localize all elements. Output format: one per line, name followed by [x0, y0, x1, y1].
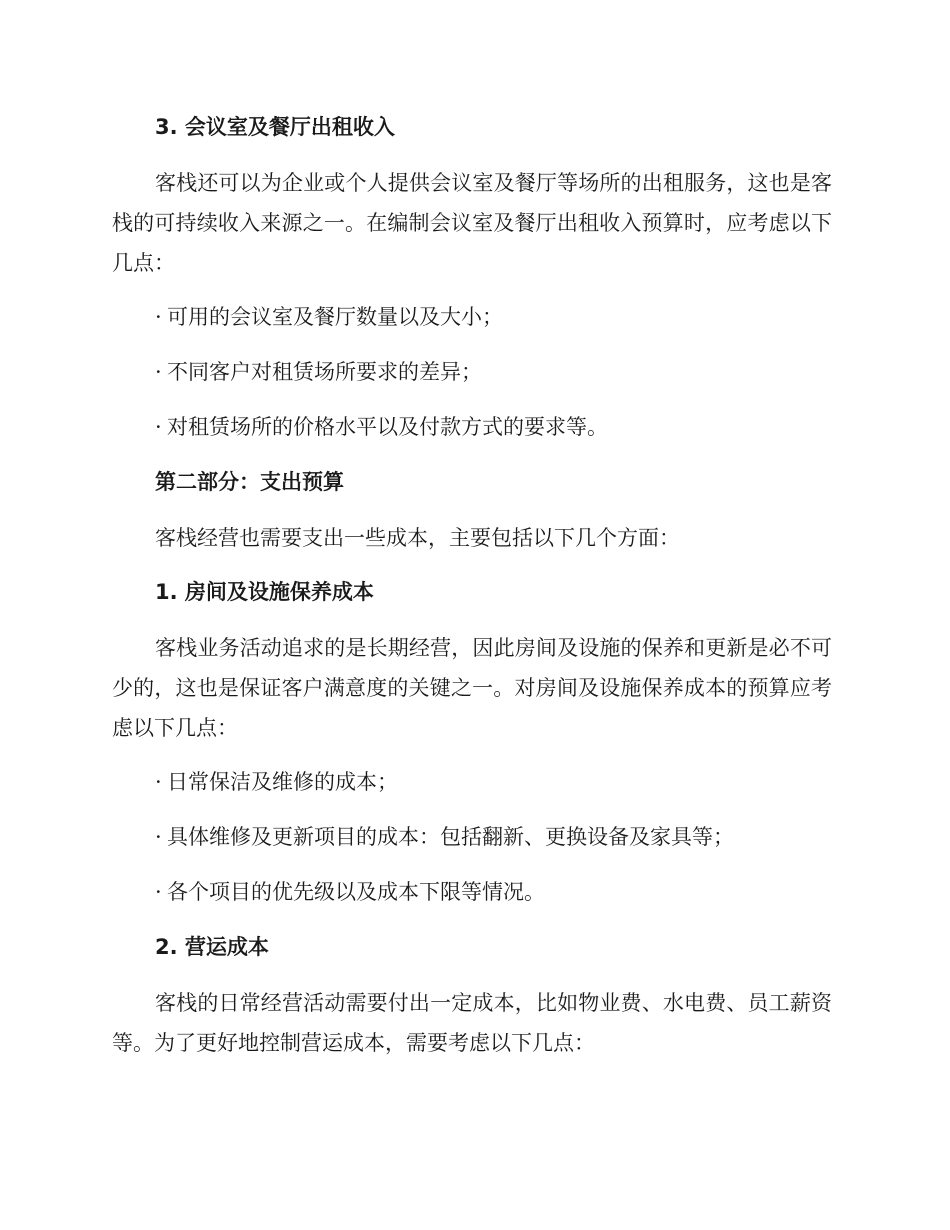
bullet-dot: ·: [155, 305, 162, 329]
paragraph-operating-intro: 客栈的日常经营活动需要付出一定成本，比如物业费、水电费、员工薪资等。为了更好地控制营运成本，需要考虑以下几点：: [112, 991, 832, 1055]
bullet-item: · 可用的会议室及餐厅数量以及大小；: [112, 298, 832, 336]
section-heading-operating-cost: 2. 营运成本: [155, 935, 269, 959]
section-heading-rental-income: 3. 会议室及餐厅出租收入: [155, 115, 395, 139]
paragraph-expense-intro: 客栈经营也需要支出一些成本，主要包括以下几个方面：: [155, 526, 680, 550]
bullet-item: · 日常保洁及维修的成本；: [112, 763, 832, 801]
bullet-item: · 不同客户对租赁场所要求的差异；: [112, 353, 832, 391]
bullet-item: · 各个项目的优先级以及成本下限等情况。: [112, 873, 832, 911]
paragraph-maintenance-intro: 客栈业务活动追求的是长期经营，因此房间及设施的保养和更新是必不可少的，这也是保证客户满意度的关键之一。对房间及设施保养成本的预算应考虑以下几点：: [112, 636, 832, 740]
bullet-dot: ·: [155, 880, 162, 904]
bullet-dot: ·: [155, 360, 162, 384]
document-page: [112, 108, 832, 1078]
bullet-item: · 具体维修及更新项目的成本：包括翻新、更换设备及家具等；: [112, 818, 832, 856]
paragraph-rental-intro: 客栈还可以为企业或个人提供会议室及餐厅等场所的出租服务，这也是客栈的可持续收入来源之一。在编制会议室及餐厅出租收入预算时，应考虑以下几点：: [112, 171, 832, 275]
bullet-dot: ·: [155, 415, 162, 439]
bullet-dot: ·: [155, 770, 162, 794]
bullet-dot: ·: [155, 825, 162, 849]
section-heading-expense-budget: 第二部分：支出预算: [155, 470, 344, 494]
bullet-item: · 对租赁场所的价格水平以及付款方式的要求等。: [112, 408, 832, 446]
section-heading-maintenance-cost: 1. 房间及设施保养成本: [155, 580, 374, 604]
